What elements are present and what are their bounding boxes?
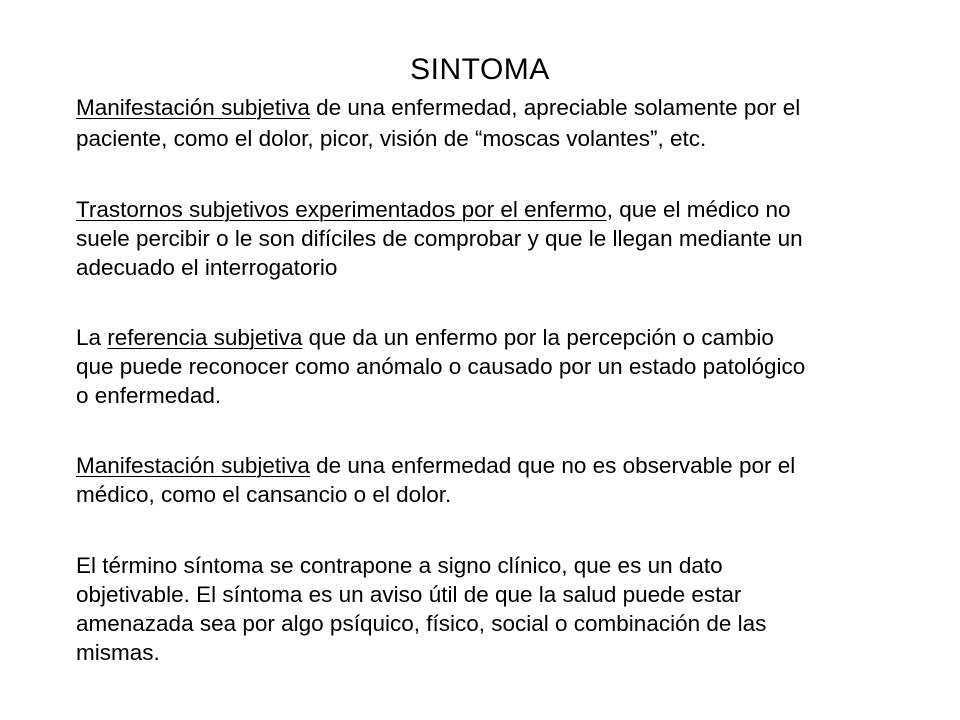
- text-line: [76, 451, 936, 480]
- text-line: [76, 124, 936, 153]
- paragraph-text: mismas.: [76, 640, 160, 665]
- text-line: [76, 93, 936, 122]
- paragraph-text: La: [76, 325, 108, 350]
- paragraph-text: o enfermedad.: [76, 383, 222, 408]
- paragraph-text: El término síntoma se contrapone a signo clínico, que es un dato: [76, 553, 723, 578]
- text-line: [76, 323, 936, 352]
- paragraph-2: [76, 195, 936, 282]
- text-line: [76, 551, 936, 580]
- paragraph-text: objetivable. El síntoma es un aviso útil de que la salud puede estar: [76, 582, 742, 607]
- slide-title: SINTOMA: [410, 53, 550, 86]
- paragraph-3: [76, 323, 936, 410]
- paragraph-4: [76, 451, 936, 509]
- text-line: [76, 480, 936, 509]
- text-line: [76, 352, 936, 381]
- text-line: [76, 195, 936, 224]
- paragraph-5: [76, 551, 936, 667]
- paragraph-text: adecuado el interrogatorio: [76, 255, 338, 280]
- text-line: [76, 224, 936, 253]
- text-line: [76, 609, 936, 638]
- paragraph-text: amenazada sea por algo psíquico, físico, social o combinación de las: [76, 611, 767, 636]
- underlined-term: Manifestación subjetiva: [76, 95, 310, 120]
- text-line: [76, 638, 936, 667]
- paragraph-text: médico, como el cansancio o el dolor.: [76, 482, 452, 507]
- paragraph-text: , que el médico no: [606, 197, 791, 222]
- text-line: [76, 580, 936, 609]
- paragraph-text: que da un enfermo por la percepción o cambio: [302, 325, 774, 350]
- paragraph-text: paciente, como el dolor, picor, visión de “moscas volantes”, etc.: [76, 126, 707, 151]
- paragraph-text: de una enfermedad, apreciable solamente por el: [309, 95, 801, 120]
- paragraph-text: de una enfermedad que no es observable por el: [309, 453, 796, 478]
- paragraph-text: suele percibir o le son difíciles de comprobar y que le llegan mediante un: [76, 226, 803, 251]
- paragraph-text: que puede reconocer como anómalo o causado por un estado patológico: [76, 354, 806, 379]
- underlined-term: referencia subjetiva: [107, 325, 303, 350]
- paragraph-1: [76, 93, 936, 153]
- underlined-term: Trastornos subjetivos experimentados por el enfermo: [76, 197, 607, 222]
- text-line: [76, 253, 936, 282]
- text-line: [76, 381, 936, 410]
- underlined-term: Manifestación subjetiva: [76, 453, 310, 478]
